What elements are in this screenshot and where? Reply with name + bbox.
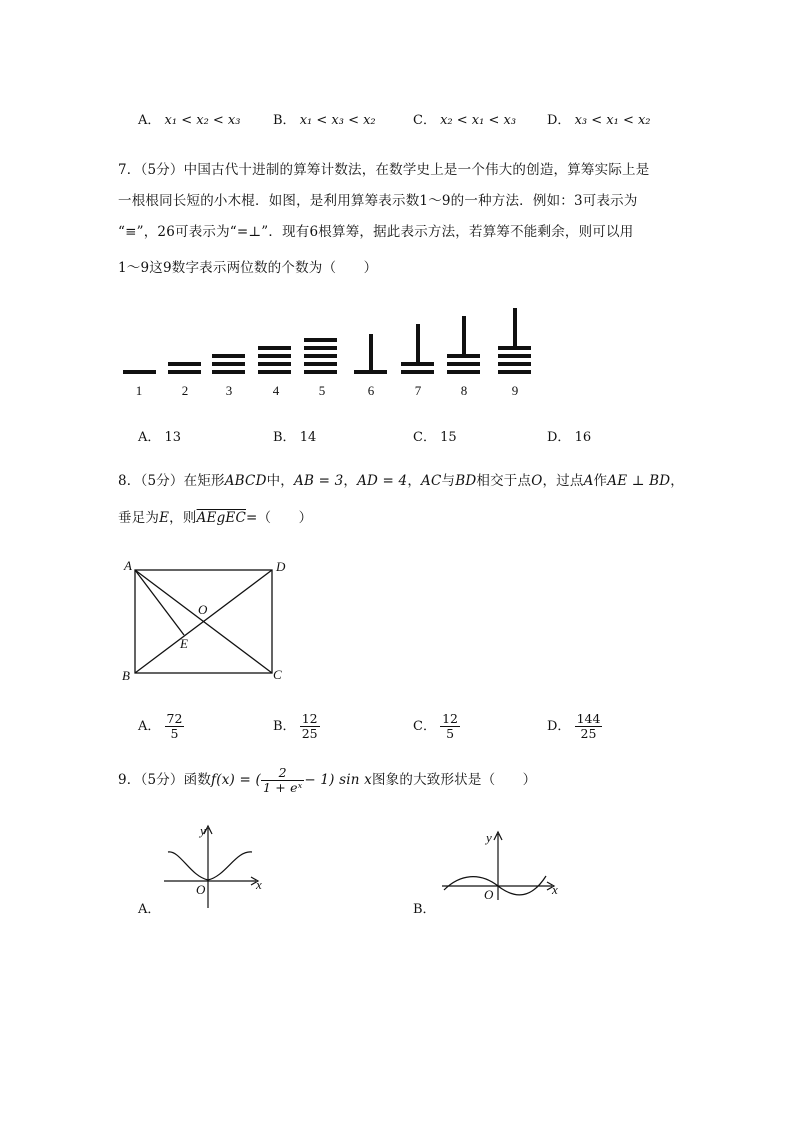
q7-line-4: 1～9这9数字表示两位数的个数为（ ）	[118, 260, 378, 276]
rod-2a	[168, 362, 201, 366]
q9-option-a[interactable]: A．	[138, 902, 161, 917]
curve	[168, 852, 252, 880]
rectangle-figure	[118, 556, 298, 686]
rod-5e	[304, 370, 337, 374]
q6-option-a[interactable]: A． x₁ < x₂ < x₃	[138, 113, 241, 128]
rod-3c	[212, 370, 245, 374]
x-label: x	[256, 877, 262, 892]
q8-option-d[interactable]: D． $\frac{144}{25}$	[547, 711, 601, 741]
rod-4d	[258, 370, 291, 374]
rod-6-stem	[369, 334, 373, 372]
rod-5d	[304, 362, 337, 366]
origin-label: O	[484, 887, 494, 902]
rod-label-4: 4	[272, 383, 280, 398]
label-c: C	[273, 667, 282, 682]
rod-8c	[447, 370, 480, 374]
x-label: x	[552, 882, 558, 897]
rod-7-stem	[416, 324, 420, 364]
rod-label-9: 9	[511, 383, 519, 398]
q9-option-b[interactable]: B．	[413, 902, 436, 917]
q7-option-a[interactable]: A． 13	[138, 430, 182, 445]
q9-line: 9．（5分）函数f(x) = ( $\frac{2}{\text{1 + eˣ}}$ − 1) sin x图象的大致形状是（ ）	[118, 765, 537, 795]
rod-label-8: 8	[460, 383, 468, 398]
q6-option-b[interactable]: B． x₁ < x₃ < x₂	[273, 113, 376, 128]
y-label: y	[486, 830, 492, 845]
q6-option-d[interactable]: D． x₃ < x₁ < x₂	[547, 113, 651, 128]
rod-label-1: 1	[135, 383, 143, 398]
graph-b	[440, 826, 570, 906]
q8-line-2: 垂足为E，则AEgEC=（ ）	[118, 510, 313, 526]
label-b: B	[122, 668, 130, 683]
rod-8b	[447, 362, 480, 366]
graph-a	[160, 822, 270, 912]
rod-3b	[212, 362, 245, 366]
rod-label-2: 2	[181, 383, 189, 398]
q7-option-b[interactable]: B． 14	[273, 430, 317, 445]
rod-9-stem	[513, 308, 517, 348]
fraction: $\frac{72}{5}$	[166, 711, 183, 741]
q9-fraction: $\frac{2}{\text{1 + eˣ}}$	[262, 765, 303, 795]
rod-3a	[212, 354, 245, 358]
label-e: E	[180, 636, 188, 651]
fraction: $\frac{144}{25}$	[576, 711, 601, 741]
q7-option-d[interactable]: D． 16	[547, 430, 592, 445]
q8-line-1: 8．（5分）在矩形ABCD中，AB = 3，AD = 4，AC与BD相交于点O，过点A作AE ⊥ BD，	[118, 473, 684, 489]
rod-2b	[168, 370, 201, 374]
y-label: y	[200, 823, 206, 838]
q7-line-3: “≡”，26可表示为“=⊥”．现有6根算筹，据此表示方法，若算筹不能剩余，则可以用	[118, 224, 634, 240]
rod-9d	[498, 370, 531, 374]
origin-label: O	[196, 882, 206, 897]
q8-option-c[interactable]: C． $\frac{12}{5}$	[413, 711, 458, 741]
rod-5a	[304, 338, 337, 342]
rod-9c	[498, 362, 531, 366]
segment-ae	[135, 570, 184, 635]
rod-4c	[258, 362, 291, 366]
q6-option-c[interactable]: C． x₂ < x₁ < x₃	[413, 113, 517, 128]
rod-label-6: 6	[367, 383, 375, 398]
fraction: $\frac{12}{5}$	[442, 711, 458, 741]
q7-line-2: 一根根同长短的小木棍．如图，是利用算筹表示数1～9的一种方法．例如：3可表示为	[118, 193, 638, 209]
fraction: $\frac{12}{25}$	[301, 711, 318, 741]
q8-option-b[interactable]: B． $\frac{12}{25}$	[273, 711, 318, 741]
rod-label-7: 7	[414, 383, 422, 398]
q7-option-c[interactable]: C． 15	[413, 430, 457, 445]
rod-9b	[498, 354, 531, 358]
rod-1	[123, 370, 156, 374]
label-d: D	[276, 559, 286, 574]
rod-label-3: 3	[225, 383, 233, 398]
rod-5c	[304, 354, 337, 358]
counting-rods-figure	[115, 300, 555, 405]
rod-label-5: 5	[318, 383, 326, 398]
q8-option-a[interactable]: A． $\frac{72}{5}$	[138, 711, 183, 741]
rod-5b	[304, 346, 337, 350]
q7-line-1: 7．（5分）中国古代十进制的算筹计数法，在数学史上是一个伟大的创造，算筹实际上是	[118, 162, 650, 178]
rod-8-stem	[462, 316, 466, 356]
label-o: O	[198, 602, 208, 617]
rod-4a	[258, 346, 291, 350]
label-a: A	[124, 558, 132, 573]
rod-7b	[401, 370, 434, 374]
rod-4b	[258, 354, 291, 358]
